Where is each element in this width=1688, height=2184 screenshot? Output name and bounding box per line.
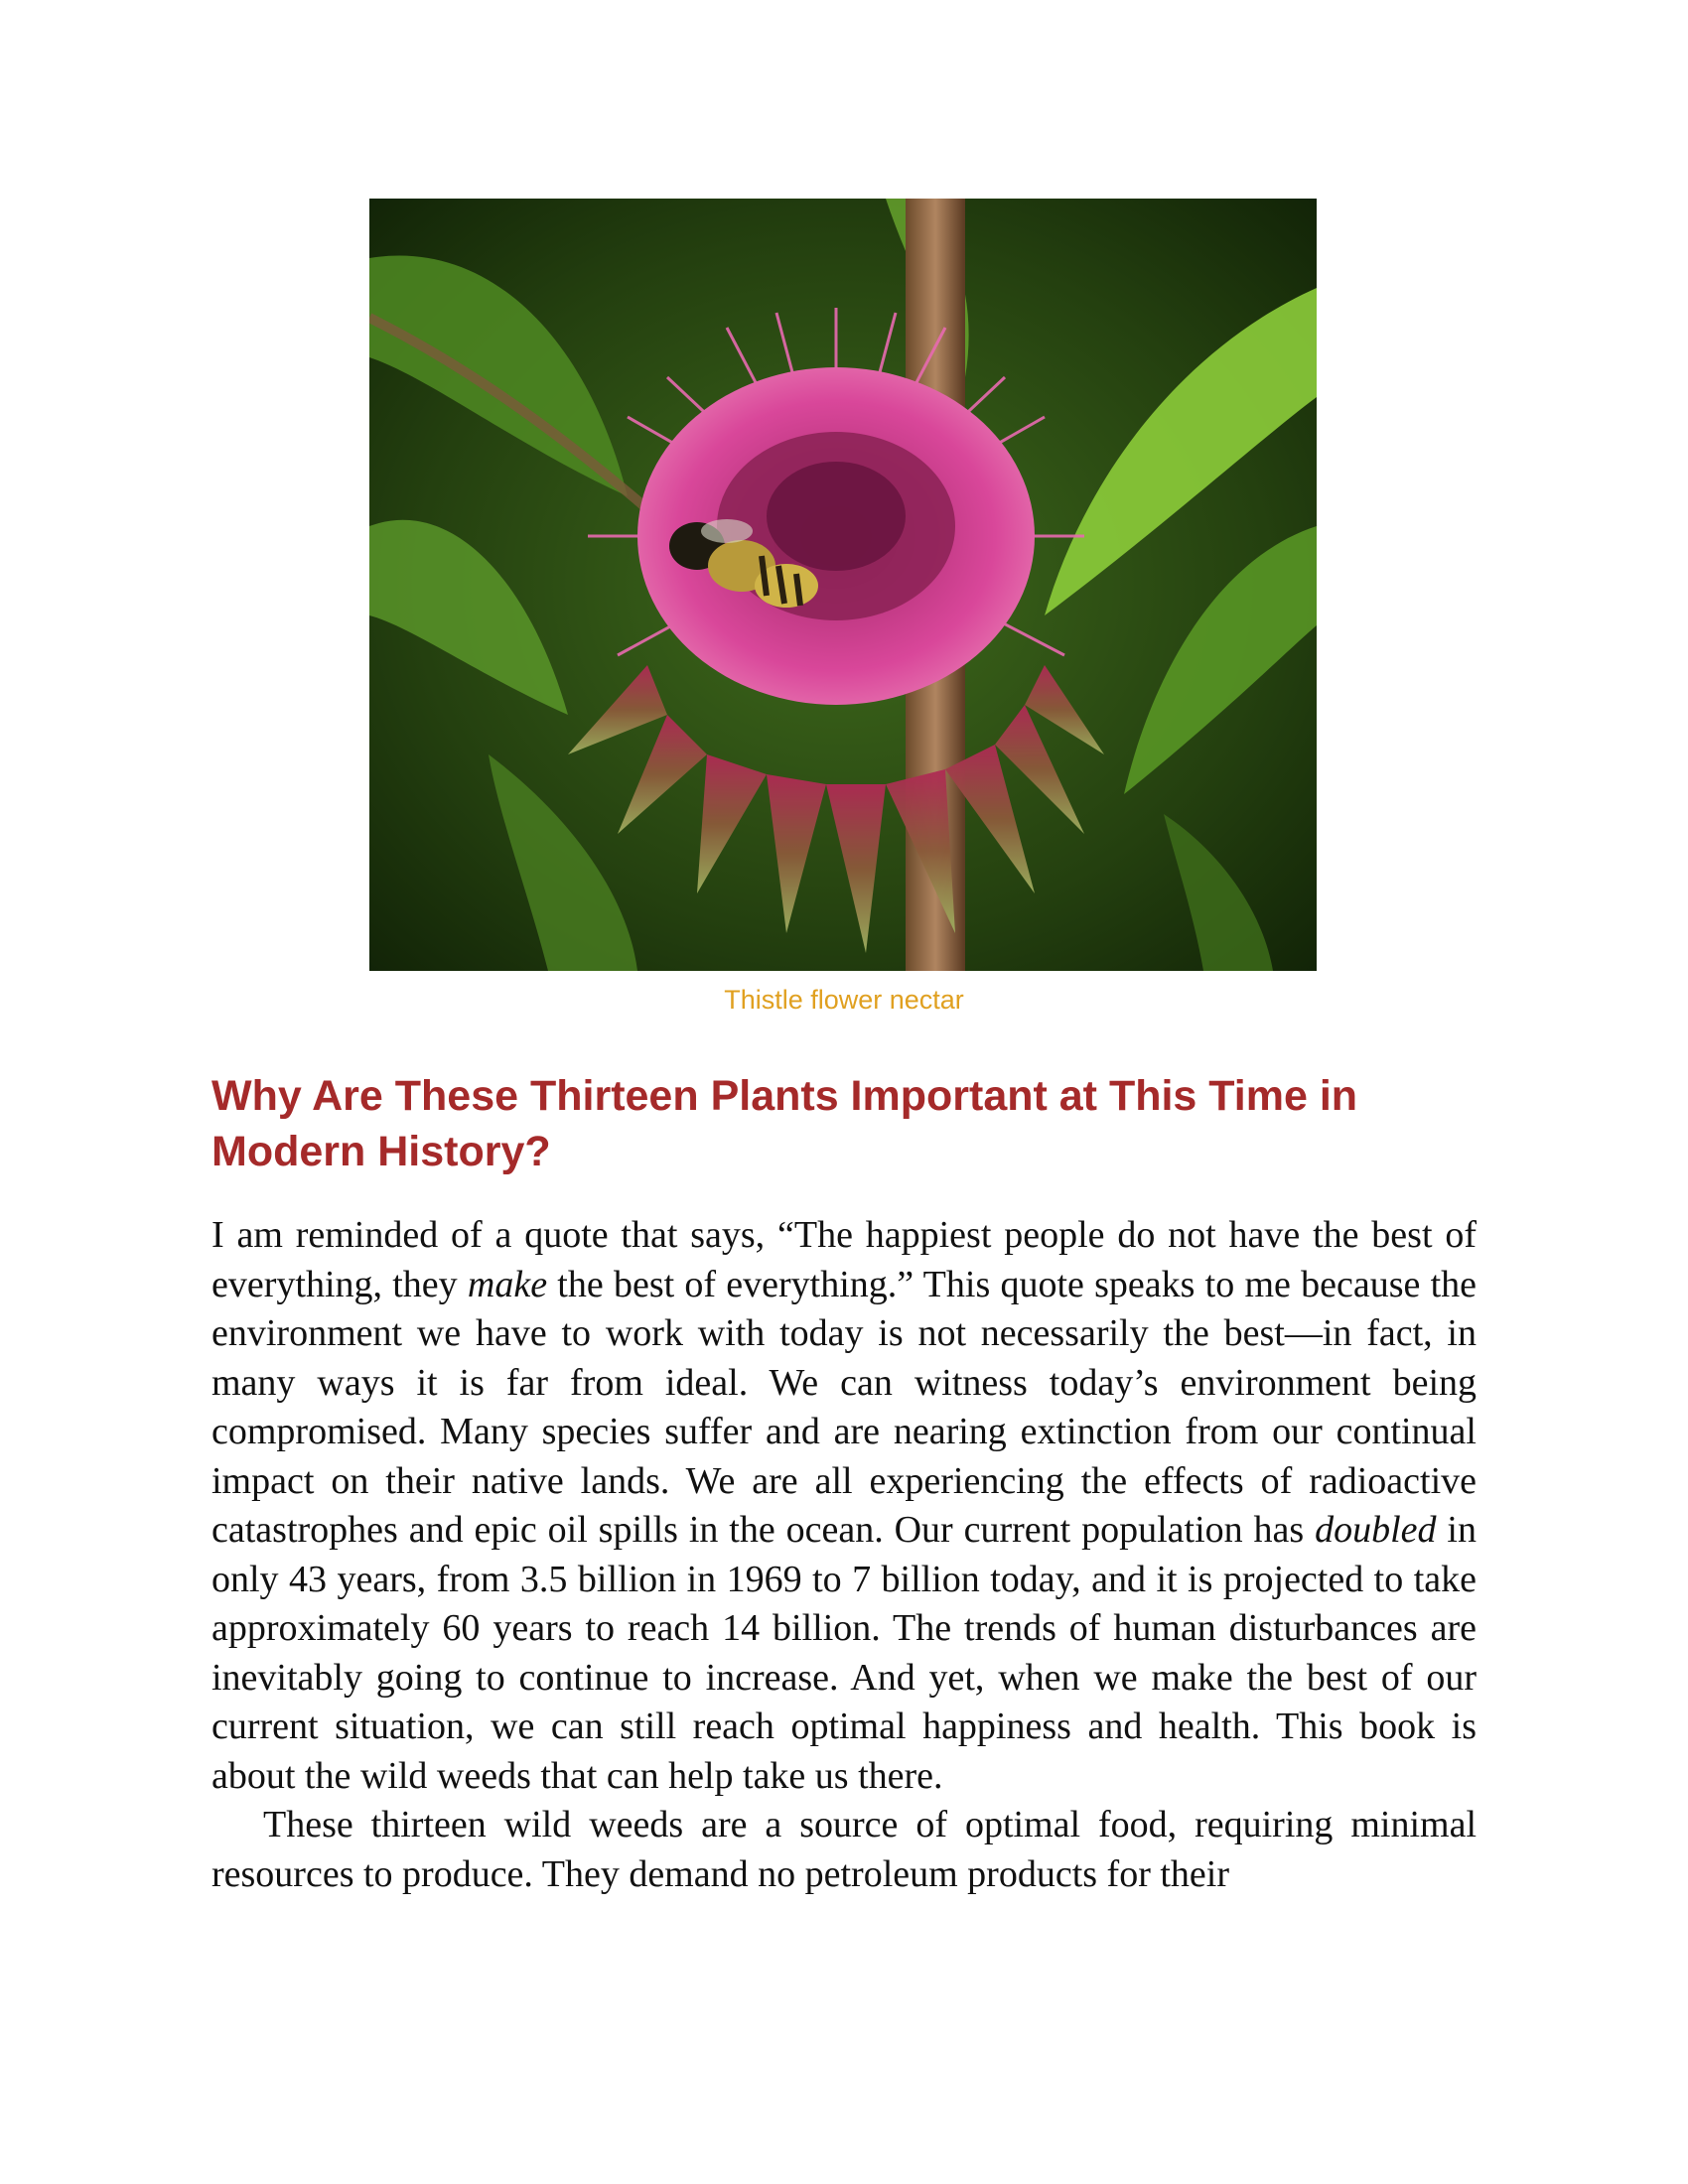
paragraph-1-text-a: I am reminded of a quote that says, “The happiest people do not have the best of everything, they: [211, 1214, 1477, 1305]
paragraph-1-text-c: in only 43 years, from 3.5 billion in 1969 to 7 billion today, and it is projected to take approximately 60 years to reach 14 billion. The trends of human disturbances are inevitably going to continue to increase. And yet, when we make the best of our current situation, we can still reach optimal happiness and health. This book is about the wild weeds that can help take us there.: [211, 1509, 1477, 1797]
paragraph-1-emphasis-doubled: doubled: [1315, 1509, 1437, 1551]
paragraph-1-text-b: the best of everything.” This quote speaks to me because the environment we have to work with today is not necessarily the best—in fact, in many ways it is far from ideal. We can witness today’s environment being compromised. Many species suffer and are nearing extinction from our continual impact on their native lands. We are all experiencing the effects of radioactive catastrophes and epic oil spills in the ocean. Our current population has: [211, 1263, 1477, 1551]
thistle-flower-photo: [369, 199, 1317, 971]
section-heading: Why Are These Thirteen Plants Important at This Time in Modern History?: [211, 1072, 1358, 1175]
figure-caption: Thistle flower nectar: [724, 985, 964, 1015]
paragraph-2: These thirteen wild weeds are a source of optimal food, requiring minimal resources to produce. They demand no petroleum products for their: [211, 1804, 1477, 1895]
paragraph-1: [211, 1211, 1477, 1801]
paragraph-1-emphasis-make: make: [467, 1263, 548, 1305]
body-text: [211, 1211, 1477, 1899]
